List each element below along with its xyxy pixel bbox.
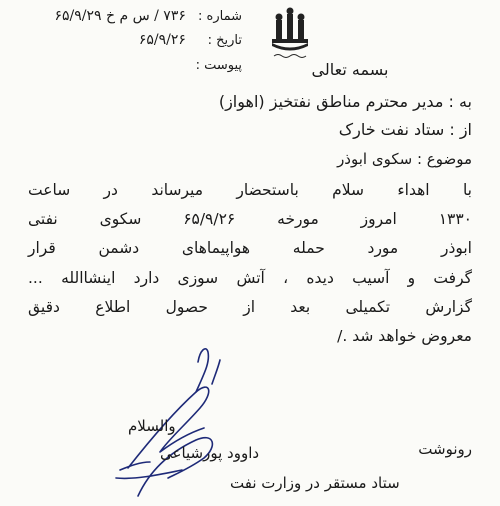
addressee: به : مدیر محترم مناطق نفتخیز (اهواز) [218,92,472,111]
cc-label: رونوشت [418,440,472,458]
sender: از : ستاد نفت خارک [338,120,472,139]
letter-date-value: ۶۵/۹/۲۶ [138,32,186,48]
signer-name: داوود پورشیاعی [160,444,260,462]
closing-salutation: والسلام [128,417,176,435]
letter-attachment-label: پیوست : [195,58,242,73]
letter-number-row [12,8,242,24]
invocation: بسمه تعالی [311,60,389,79]
body-line: گرفت و آسیب دیده ، آتش سوزی دارد اینشاالله ... [28,269,472,287]
body-line: ابوذر مورد حمله هواپیماهای دشمن قرار [28,239,472,257]
letter-date-row [12,32,242,48]
body-line: با اهداء سلام باستحضار میرساند در ساعت [28,181,472,199]
body-line: معروض خواهد شد ./ [337,327,472,345]
letter-number-value: ۷۳۶ / س م خ ۶۵/۹/۲۹ [54,8,186,24]
subject: موضوع : سکوی ابوذر [337,150,472,168]
letter-attachment-row [12,58,242,73]
body-line: گزارش تکمیلی بعد از حصول اطلاع دقیق [28,298,472,316]
letter-number-label: شماره : [198,9,242,24]
letter-date-label: تاریخ : [207,33,242,48]
cc-recipient: ستاد مستقر در وزارت نفت [230,474,400,492]
body-line: ۱۳۳۰ امروز مورخه ۶۵/۹/۲۶ سکوی نفتی [28,210,472,228]
company-logo [262,6,318,62]
